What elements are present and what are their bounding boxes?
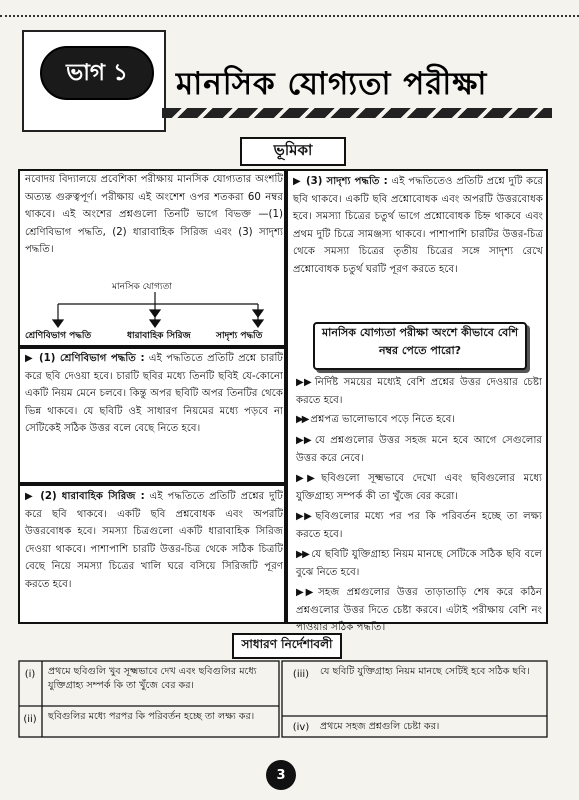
- general-instructions-label: সাধারণ নির্দেশাবলী: [232, 633, 342, 659]
- item-number: (iv): [292, 721, 310, 733]
- tree-leaf-series: ধারাবাহিক সিরিজ: [127, 331, 191, 341]
- arrow-bullet-icon: ▶: [293, 176, 300, 187]
- tree-leaf-classification: শ্রেণিবিভাগ পদ্ধতি: [25, 331, 92, 341]
- tip-item: ▶▶ যে প্রশ্নগুলোর উত্তর সহজ মনে হবে আগে সেগুলোর উত্তর করে নেবে।: [296, 435, 542, 464]
- series-text: [25, 488, 283, 593]
- tips-question-box: মানসিক যোগ্যতা পরীক্ষা অংশে কীভাবে বেশি নম্বর পেতে পারো?: [313, 322, 527, 370]
- classification-text: [25, 350, 283, 438]
- general-instructions-table: [18, 660, 548, 738]
- double-arrow-icon: ▶▶: [296, 587, 316, 598]
- top-dotted-rule: [0, 15, 579, 17]
- general-item-text: যে ছবিটি যুক্তিগ্রাহ্য নিয়ম মানছে সেটিই হবে সঠিক ছবি।: [320, 666, 530, 677]
- tip-item: ▶▶ ছবিগুলো সূক্ষ্মভাবে দেখো এবং ছবিগুলোর মধ্যে যুক্তিগ্রাহ্য সম্পর্ক কী তা খুঁজে বের করো।: [296, 473, 542, 502]
- page-title: মানসিক যোগ্যতা পরীক্ষা: [176, 66, 488, 102]
- page-number-badge: 3: [266, 760, 296, 790]
- general-item-text: প্রথমে সহজ প্রশ্নগুলি চেষ্টা কর।: [320, 721, 440, 732]
- analogy-body: এই পদ্ধতিতেও প্রতিটি প্রশ্নে দুটি করে ছবি থাকবে। একটি ছবি প্রশ্নোবোধক এবং অপরটি উত্তরবোধক হবে। সমস্যা চিত্রের চতুর্থ ভাগে প্রশ্নোবোধক চিহ্ন থাকবে এবং প্রথম দুটি চিত্রে সামঞ্জস্য থাকবে। পাশাপাশি চারটির উত্তর-চিত্র থেকে সমস্যা চিত্রের তৃতীয় চিত্রের সঙ্গে সাদৃশ্য রেখে প্রশ্নোবোধক চতুর্থ ঘরটি পূরণ করতে হবে।: [293, 176, 543, 275]
- tip-item: ▶▶ নির্দিষ্ট সময়ের মধ্যেই বেশি প্রশ্নের উত্তর দেওয়ার চেষ্টা করতে হবে।: [296, 377, 542, 406]
- classification-body: এই পদ্ধতিতে প্রতিটি প্রশ্নে চারটি করে ছবি দেওয়া হবে। চারটি ছবির মধ্যে তিনটি ছবিই যে-কোনো একটি নিয়ম মেনে চলবে। কিন্তু অপর ছবিটি অপর তিনটির থেকে ভিন্ন থাকবে। যে ছবিটি ওই সাধারণ নিয়মের মধ্যে পড়বে না সেটিকেই সঠিক উত্তর বলে বেছে নিতে হবে।: [25, 353, 283, 434]
- general-item-text: ছবিগুলির মধ্যে পরপর কি পরিবর্তন হচ্ছে তা লক্ষ্য কর।: [48, 711, 255, 722]
- item-number: (i): [24, 668, 36, 680]
- double-arrow-icon: ▶▶: [296, 377, 312, 388]
- double-arrow-icon: ▶▶: [296, 511, 313, 522]
- double-arrow-icon: ▶▶: [296, 435, 312, 446]
- category-tree-diagram: [18, 290, 286, 330]
- tree-root-label: মানসিক যোগ্যতা: [112, 282, 172, 292]
- tip-item: ▶▶ প্রশ্নপত্র ভালোভাবে পড়ে নিতে হবে।: [296, 414, 456, 425]
- part-badge: [40, 46, 154, 100]
- analogy-text: [293, 173, 543, 278]
- tip-item: ▶▶ সহজ প্রশ্নগুলোর উত্তর তাড়াতাড়ি শেষ করে কঠিন প্রশ্নগুলোর উত্তর দিতে চেষ্টা করবে। এটাই পরীক্ষায় বেশি নং পাওয়ার সঠিক পদ্ধতি।: [296, 587, 542, 633]
- general-item-text: প্রথমে ছবিগুলি খুব সূক্ষ্মভাবে দেখ এবং ছবিগুলির মধ্যে যুক্তিগ্রাহ্য সম্পর্ক কি তা খুঁজে বের কর।: [48, 666, 257, 691]
- item-number: (iii): [292, 668, 310, 680]
- double-arrow-icon: ▶▶: [296, 549, 309, 560]
- series-heading: (2) ধারাবাহিক সিরিজ :: [40, 491, 145, 502]
- item-number: (ii): [23, 713, 37, 725]
- double-arrow-icon: ▶▶: [296, 414, 308, 425]
- intro-text: নবোদয় বিদ্যালয়ে প্রবেশিকা পরীক্ষায় মানসিক যোগ্যতার অংশটি অত্যন্ত গুরুত্বপূর্ণ। পরীক্ষায় এই অংশেশ ওপর শতকরা 60 নম্বর থাকবে। এই অংশের প্রশ্নগুলো তিনটি ভাগে বিভক্ত —(1) শ্রেণিবিভাগ পদ্ধতি, (2) ধারাবাহিক সিরিজ এবং (3) সাদৃশ্য পদ্ধতি।: [25, 174, 283, 255]
- part-label: ভাগ ১: [66, 59, 128, 86]
- tip-item: ▶▶ যে ছবিটি যুক্তিগ্রাহ্য নিয়ম মানছে সেটিকে সঠিক ছবি বলে বুঝে নিতে হবে।: [296, 549, 542, 578]
- intro-section-label: ভূমিকা: [240, 137, 346, 166]
- classification-heading: (1) শ্রেণিবিভাগ পদ্ধতি :: [39, 353, 145, 364]
- series-body: এই পদ্ধতিতে প্রতিটি প্রশ্নের দুটি করে ছবি থাকবে। একটি ছবি প্রশ্নবোধক এবং অপরটি উত্তরবোধক হবে। সমস্যা চিত্রগুলো একটি ধারাবাহিক সিরিজ দেওয়া থাকবে। পাশাপাশি চারটি উত্তর-চিত্র থেকে সঠিক চিত্রটি বেছে নিয়ে সমস্যা চিত্রের খালি ঘরে বসিয়ে সিরিজটি পূরণ করতে হবে।: [25, 491, 283, 590]
- tip-item: ▶▶ ছবিগুলোর মধ্যে পর পর কি পরিবর্তন হচ্ছে তা লক্ষ্য করতে হবে।: [296, 511, 542, 540]
- analogy-heading: (3) সাদৃশ্য পদ্ধতি :: [306, 176, 388, 187]
- double-arrow-icon: ▶▶: [296, 473, 319, 484]
- title-underline-bar: [162, 108, 552, 118]
- arrow-bullet-icon: ▶: [25, 491, 33, 502]
- tree-leaf-analogy: সাদৃশ্য পদ্ধতি: [216, 331, 263, 341]
- arrow-bullet-icon: ▶: [25, 353, 32, 364]
